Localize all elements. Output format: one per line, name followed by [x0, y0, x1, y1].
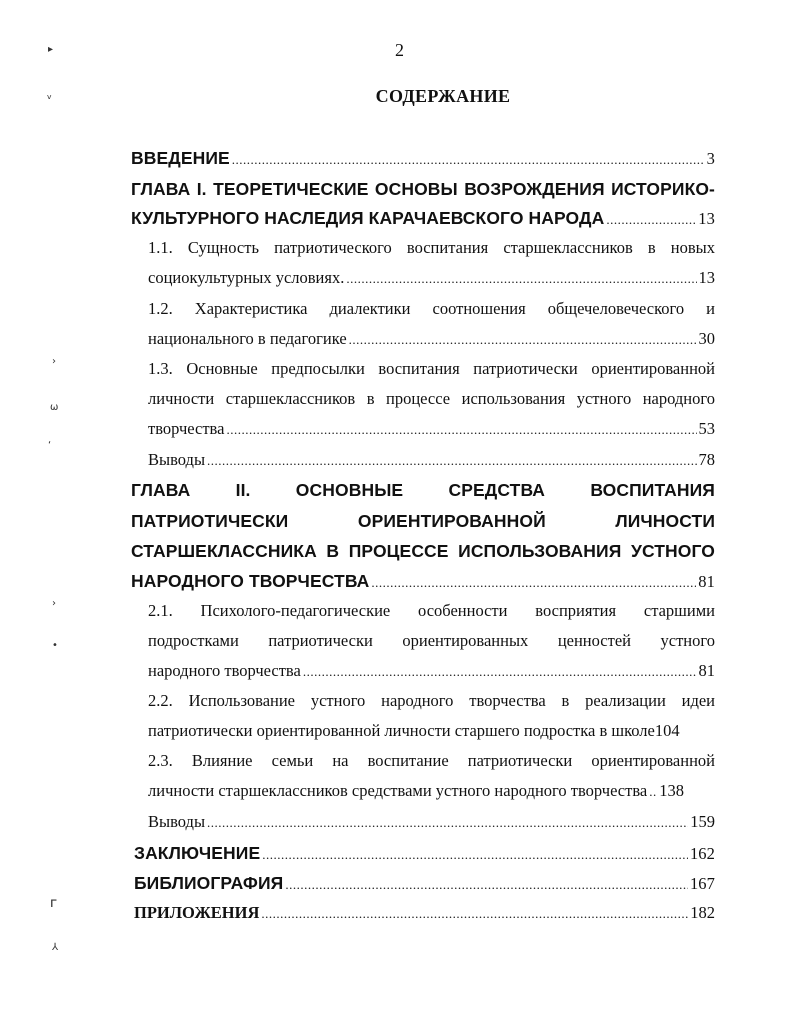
- margin-speck: ›: [52, 356, 56, 367]
- toc-entry-label: Выводы: [148, 450, 206, 469]
- dot-leader: [232, 145, 705, 173]
- dot-leader: [261, 899, 688, 928]
- toc-page-number: 30: [698, 329, 715, 348]
- dot-leader: [207, 808, 688, 837]
- toc-entry-section-2-3[interactable]: [148, 776, 715, 806]
- margin-speck: ᵥ: [47, 88, 53, 102]
- toc-entry-section-2-1-line-2[interactable]: подростками патриотически ориентированных ценностей устного: [148, 631, 715, 650]
- margin-speck: ᴦ: [50, 896, 58, 911]
- toc-entry-section-2-2[interactable]: [148, 716, 715, 746]
- toc-entry-label: творчества: [148, 419, 225, 438]
- dot-leader: [262, 840, 688, 868]
- page-number: 2: [395, 40, 404, 60]
- toc-entry-chapter-1-conclusions[interactable]: [148, 445, 715, 475]
- toc-entry-chapter-2[interactable]: [131, 566, 715, 596]
- margin-speck: •: [52, 640, 58, 651]
- toc-entry-label: ВВЕДЕНИЕ: [131, 148, 230, 168]
- page-title: СОДЕРЖАНИЕ: [375, 86, 511, 106]
- toc-entry-label: ЗАКЛЮЧЕНИЕ: [134, 843, 261, 863]
- dot-leader: [226, 415, 696, 444]
- margin-speck: ω: [50, 402, 59, 413]
- toc-entry-label: БИБЛИОГРАФИЯ: [134, 873, 284, 893]
- toc-entry-chapter-2-line-1[interactable]: ГЛАВА II. ОСНОВНЫЕ СРЕДСТВА ВОСПИТАНИЯ: [131, 480, 715, 500]
- toc-entry-section-1-2[interactable]: [148, 324, 715, 354]
- toc-page-number: 81: [698, 572, 715, 591]
- toc-entry-chapter-2-line-3[interactable]: СТАРШЕКЛАССНИКА В ПРОЦЕССЕ ИСПОЛЬЗОВАНИЯ УСТНОГО: [131, 541, 715, 561]
- toc-entry-chapter-1[interactable]: [131, 203, 715, 233]
- toc-page-number: 138: [659, 781, 684, 800]
- toc-entry-chapter-2-conclusions[interactable]: [148, 807, 715, 837]
- dot-leader: [649, 777, 657, 806]
- toc-page-number: 182: [690, 903, 715, 922]
- toc-page-number: 13: [698, 209, 715, 228]
- margin-speck: ⅄: [52, 942, 59, 953]
- toc-page-number: 81: [698, 661, 715, 680]
- dot-leader: [606, 205, 696, 233]
- toc-page-number: 104: [654, 721, 680, 740]
- toc-entry-section-2-1[interactable]: [148, 656, 715, 686]
- toc-page-number: 162: [689, 844, 715, 863]
- toc-page-number: 53: [698, 419, 715, 438]
- toc-entry-section-2-3-line-1[interactable]: 2.3. Влияние семьи на воспитание патриотически ориентированной: [148, 751, 715, 770]
- dot-leader: [285, 870, 688, 898]
- dot-leader: [346, 264, 696, 293]
- toc-entry-section-1-1[interactable]: [148, 263, 715, 293]
- toc-page-number: 78: [698, 450, 715, 469]
- toc-entry-section-1-1-line-1[interactable]: 1.1. Сущность патриотического воспитания старшеклассников в новых: [148, 238, 715, 257]
- toc-page-number: 159: [690, 812, 715, 831]
- toc-page-number: 13: [698, 268, 715, 287]
- dot-leader: [349, 325, 697, 354]
- toc-entry-label: личности старшеклассников средствами устного народного творчества: [148, 781, 648, 800]
- toc-entry-bibliography[interactable]: [134, 868, 715, 898]
- toc-entry-label: Выводы: [148, 812, 206, 831]
- toc-entry-section-2-2-line-1[interactable]: 2.2. Использование устного народного творчества в реализации идеи: [148, 691, 715, 710]
- toc-page-number: 3: [706, 149, 715, 168]
- dot-leader: [371, 568, 696, 596]
- toc-entry-section-1-2-line-1[interactable]: 1.2. Характеристика диалектики соотношения общечеловеческого и: [148, 299, 715, 318]
- toc-entry-label: народного творчества: [148, 661, 301, 680]
- toc-entry-section-1-3[interactable]: [148, 414, 715, 444]
- toc-entry-label: национального в педагогике: [148, 329, 347, 348]
- toc-entry-introduction[interactable]: [131, 143, 715, 173]
- toc-entry-section-1-3-line-2[interactable]: личности старшеклассников в процессе использования устного народного: [148, 389, 715, 408]
- toc-entry-label: патриотически ориентированной личности старшего подростка в школе: [148, 721, 655, 740]
- toc-page-number: 167: [689, 874, 715, 893]
- toc-entry-section-1-3-line-1[interactable]: 1.3. Основные предпосылки воспитания патриотически ориентированной: [148, 359, 715, 378]
- margin-speck: ›: [52, 598, 56, 609]
- toc-entry-chapter-2-line-2[interactable]: ПАТРИОТИЧЕСКИ ОРИЕНТИРОВАННОЙ ЛИЧНОСТИ: [131, 511, 715, 531]
- toc-entry-label: ПРИЛОЖЕНИЯ: [134, 903, 260, 922]
- toc-entry-label: КУЛЬТУРНОГО НАСЛЕДИЯ КАРАЧАЕВСКОГО НАРОДА: [131, 208, 605, 228]
- dot-leader: [303, 657, 697, 686]
- toc-entry-label: НАРОДНОГО ТВОРЧЕСТВА: [131, 571, 370, 591]
- toc-entry-conclusion[interactable]: [134, 838, 715, 868]
- margin-speck: ▸: [48, 44, 54, 55]
- toc-entry-label: социокультурных условиях.: [148, 268, 345, 287]
- toc-entry-appendix[interactable]: [134, 898, 715, 928]
- toc-entry-section-2-1-line-1[interactable]: 2.1. Психолого-педагогические особенности восприятия старшими: [148, 601, 715, 620]
- margin-speck: ‘: [48, 440, 52, 451]
- toc-entry-chapter-1-line-1[interactable]: ГЛАВА I. ТЕОРЕТИЧЕСКИЕ ОСНОВЫ ВОЗРОЖДЕНИЯ ИСТОРИКО-: [131, 179, 715, 199]
- dot-leader: [207, 446, 696, 475]
